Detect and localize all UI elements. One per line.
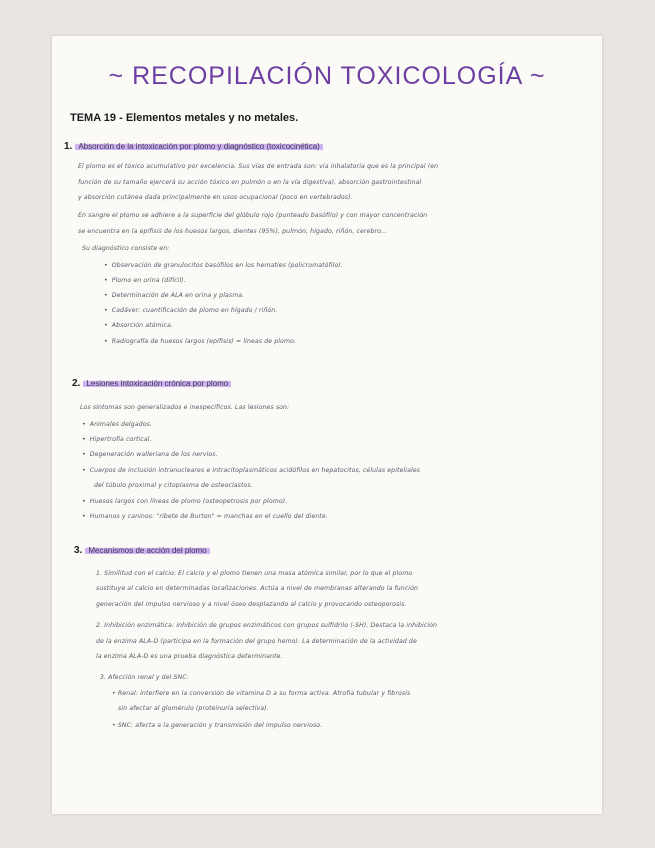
section-1-line: se encuentra en la epífisis de los huesos largos, dientes (95%), pulmón, hígado, riñón, cerebro... xyxy=(78,228,388,235)
section-1-bullet: • Determinación de ALA en orina y plasma. xyxy=(104,292,244,299)
section-1-number: 1. xyxy=(64,141,73,152)
section-3-line: 1. Similitud con el calcio: El calcio y el plomo tienen una masa atómica similar, por lo que el plomo xyxy=(96,570,413,577)
section-2-title: Lesiones intoxicación crónica por plomo xyxy=(83,379,231,388)
section-1-line: En sangre el plomo se adhiere a la superficie del glóbulo rojo (punteado basófilo) y con mayor concentración xyxy=(78,212,428,219)
section-2-bullet: • Animales delgados. xyxy=(82,421,152,428)
section-3-line: sin afectar al glomérulo (proteinuria selectiva). xyxy=(118,705,269,712)
section-3-heading xyxy=(74,545,210,556)
section-1-line: y absorción cutánea dada principalmente en usos ocupacional (poco en vertebrados). xyxy=(78,194,353,201)
section-1-bullet: • Radiografía de huesos largos (epífisis) = líneas de plomo. xyxy=(104,338,296,345)
notes-page xyxy=(52,36,602,814)
section-1-line: Su diagnóstico consiste en: xyxy=(82,245,170,252)
section-1-line: función de su tamaño ejercerá su acción tóxico en pulmón o en la vía digestiva), absorción gastrointestinal xyxy=(78,179,422,186)
section-3-line: sustituye al calcio en determinadas localizaciones. Actúa a nivel de membranas alterando la función xyxy=(96,585,419,592)
section-1-line: El plomo es el tóxico acumulativo por excelencia. Sus vías de entrada son: vía inhalatoria que es la principal (en xyxy=(78,163,439,170)
topic-heading: TEMA 19 - Elementos metales y no metales. xyxy=(70,112,299,124)
section-2-bullet: • Hipertrofia cortical. xyxy=(82,436,152,443)
section-2-bullet-continued: del túbulo proximal y citoplasma de osteoclastos. xyxy=(94,482,253,489)
section-2-bullet: • Humanos y caninos: "ribete de Burton" = manchas en el cuello del diente. xyxy=(82,513,328,520)
section-3-line: de la enzima ALA-D (participa en la formación del grupo hemo). La determinación de la actividad de xyxy=(96,638,417,645)
section-1-bullet: • Plomo en orina (difícil). xyxy=(104,277,186,284)
section-2-number: 2. xyxy=(72,378,81,389)
section-3-line: • SNC: afecta a la generación y transmisión del impulso nervioso. xyxy=(112,722,323,729)
section-3-line: la enzima ALA-D es una prueba diagnóstica determinante. xyxy=(96,653,283,660)
section-2-bullet: • Huesos largos con líneas de plomo (osteopetrosis por plomo). xyxy=(82,498,287,505)
section-2-intro: Los síntomas son generalizados e inespecíficos. Las lesiones son: xyxy=(80,404,290,411)
section-1-heading xyxy=(64,141,323,152)
section-2-bullet: • Cuerpos de inclusión intranucleares e intracitoplasmáticos acidófilos en hepatocitos, células epiteliales xyxy=(82,467,420,474)
section-3-line: 3. Afección renal y del SNC: xyxy=(100,674,189,681)
section-1-bullet: • Observación de granulocitos basófilos en los hematíes (policromatófilo). xyxy=(104,262,343,269)
section-1-title: Absorción de la intoxicación por plomo y diagnóstico (toxicocinética) xyxy=(75,142,322,151)
section-3-line: • Renal: interfiere en la conversión de vitamina D a su forma activa. Atrofia tubular y fibrosis xyxy=(112,690,411,697)
page-title: ~ RECOPILACIÓN TOXICOLOGÍA ~ xyxy=(108,62,546,90)
section-3-number: 3. xyxy=(74,545,83,556)
section-3-title: Mecanismos de acción del plomo xyxy=(85,546,209,555)
section-3-line: generación del impulso nervioso y a nivel óseo desplazando al calcio y provocando osteoporosis. xyxy=(96,601,407,608)
section-3-line: 2. Inhibición enzimática: inhibición de grupos enzimáticos con grupos sulfidrilo (-SH). Destaca la inhibición xyxy=(96,622,438,629)
section-2-bullet: • Degeneración walleriana de los nervios. xyxy=(82,451,218,458)
section-2-heading xyxy=(72,378,231,389)
section-1-bullet: • Cadáver: cuantificación de plomo en hígado / riñón. xyxy=(104,307,277,314)
section-1-bullet: • Absorción atómica. xyxy=(104,322,173,329)
